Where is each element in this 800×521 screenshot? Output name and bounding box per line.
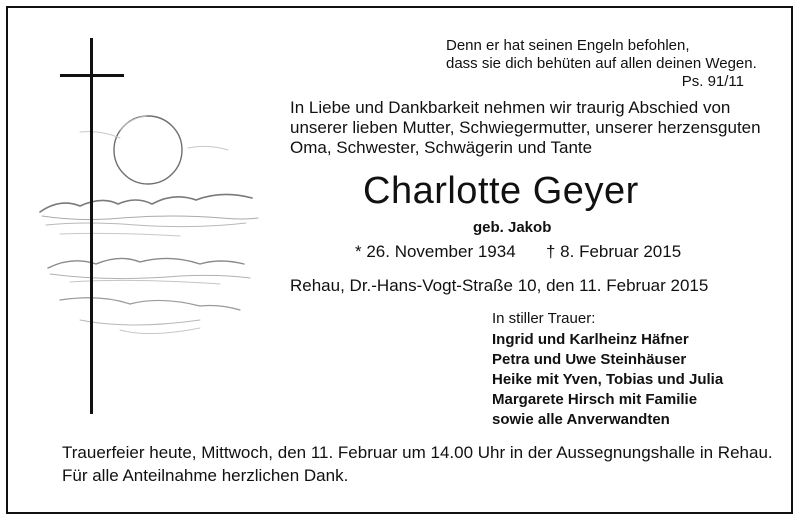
mourner: Ingrid und Karlheinz Häfner — [492, 331, 689, 348]
sun-landscape-sketch — [40, 116, 258, 334]
service-info — [62, 441, 773, 487]
mourner: Margarete Hirsch mit Familie — [492, 391, 698, 408]
death-date: † 8. Februar 2015 — [546, 242, 682, 261]
intro-line-2: unserer lieben Mutter, Schwiegermutter, unserer herzensguten — [290, 118, 761, 137]
cross-icon — [60, 38, 124, 414]
place-date: Rehau, Dr.-Hans-Vogt-Straße 10, den 11. Februar 2015 — [290, 276, 709, 295]
mourning-label: In stiller Trauer: — [492, 310, 596, 327]
verse-line-1: Denn er hat seinen Engeln befohlen, — [446, 37, 690, 54]
verse-line-2: dass sie dich behüten auf allen deinen Wegen. — [446, 55, 757, 72]
bible-verse — [446, 37, 757, 91]
intro-line-3: Oma, Schwester, Schwägerin und Tante — [290, 138, 593, 157]
cross-landscape-illustration — [20, 30, 270, 430]
service-line-1: Trauerfeier heute, Mittwoch, den 11. Februar um 14.00 Uhr in der Aussegnungshalle in Rehau. — [62, 443, 773, 462]
maiden-name: geb. Jakob — [473, 219, 552, 236]
service-line-2: Für alle Anteilnahme herzlichen Dank. — [62, 466, 349, 485]
verse-reference: Ps. 91/11 — [681, 73, 744, 90]
intro-text — [290, 98, 761, 158]
mourner: Heike mit Yven, Tobias und Julia — [492, 371, 724, 388]
mourner: sowie alle Anverwandten — [492, 411, 670, 428]
deceased-name: Charlotte Geyer — [363, 170, 639, 212]
mourners-list — [492, 330, 723, 430]
birth-date: * 26. November 1934 — [355, 242, 516, 261]
intro-line-1: In Liebe und Dankbarkeit nehmen wir traurig Abschied von — [290, 98, 731, 117]
mourner: Petra und Uwe Steinhäuser — [492, 351, 687, 368]
